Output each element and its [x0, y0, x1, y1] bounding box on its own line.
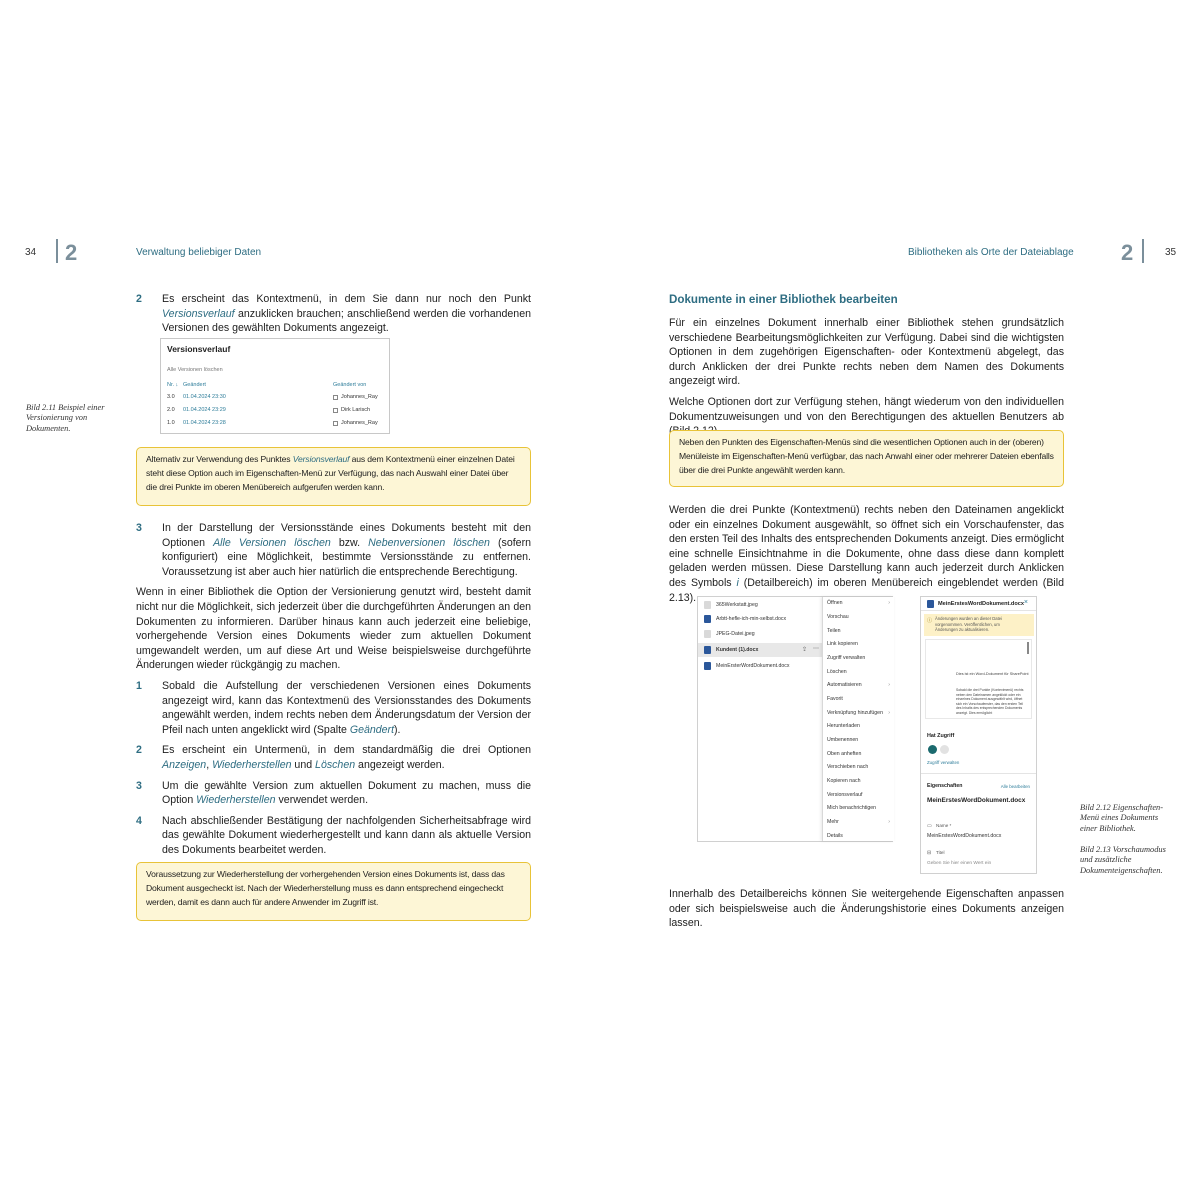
list-item-selected[interactable]: Kundent (1).docx ⇪ ⋯ [698, 643, 824, 657]
menu-item[interactable]: Details [827, 833, 843, 839]
name-label: Name * [936, 823, 952, 828]
step-2-block [136, 292, 531, 342]
warning-banner [924, 614, 1034, 636]
edit-all-link[interactable]: Alle bearbeiten [1000, 784, 1030, 789]
figure-caption: Bild 2.13 Vorschaumodus und zusätzliche Dokumenteigenschaften. [1080, 845, 1166, 875]
detail-title: MeinErstesWordDokument.docx [938, 601, 1024, 607]
menu-item[interactable]: Versionsverlauf [827, 792, 863, 798]
manage-access-link[interactable]: Zugriff verwalten [927, 760, 960, 765]
access-heading: Hat Zugriff [927, 733, 955, 739]
body-text [136, 521, 531, 863]
chapter-divider [1142, 239, 1144, 263]
version-history-title: Versionsverlauf [167, 344, 231, 354]
running-head: Verwaltung beliebiger Daten [136, 247, 262, 258]
checkbox-icon[interactable] [333, 408, 338, 413]
list-item: 2 Es erscheint ein Untermenü, in dem standardmäßig die drei Optionen Anzeigen, Wiederherstellen und Löschen angezeigt werden. [136, 744, 531, 771]
file-list [698, 597, 824, 841]
page-number: 34 [25, 247, 37, 258]
scrollbar[interactable] [1027, 642, 1029, 654]
chapter-number: 2 [65, 240, 78, 265]
divider [921, 773, 1036, 774]
menu-item[interactable]: Kopieren nach [827, 778, 861, 784]
delete-all-versions-link[interactable]: Alle Versionen löschen [167, 367, 223, 373]
menu-item[interactable]: Automatisieren [827, 682, 862, 688]
menu-item[interactable]: Mehr [827, 819, 839, 825]
name-field[interactable]: MeinErstesWordDokument.docx [927, 833, 1002, 839]
chevron-right-icon: › [888, 819, 890, 825]
menu-item[interactable]: Verschieben nach [827, 764, 869, 770]
note-box: Alternativ zur Verwendung des Punktes Versionsverlauf aus dem Kontextmenü einer einzelnen Datei steht diese Option auch im Eigenschaften-Menü zur Verfügung, das nach Auswahl einer Datei über die drei Punkte im oberen Menübereich aufgerufen werden kann. [136, 447, 531, 506]
menu-item[interactable]: Herunterladen [827, 723, 860, 729]
table-row[interactable]: 1.0 01.04.2024 23:28 Johannes_Ray [167, 420, 378, 426]
list-item: 4 Nach abschließender Bestätigung der nachfolgenden Sicherheitsabfrage wird das gewählte Dokument wiederhergestellt und kann dann als aktuelle Version des Dokuments bearbeitet werden. [136, 814, 531, 856]
context-menu [822, 597, 894, 841]
body-text [669, 316, 1064, 445]
avatar [940, 745, 949, 754]
image-file-icon [704, 630, 711, 638]
paragraph: Für ein einzelnes Dokument innerhalb einer Bibliothek stehen grundsätzlich verschiedene Bearbeitungsmöglichkeiten zur Verfügung. Dabei sind die wichtigsten Optionen in dem zugehörigen Eigenschaften- oder Kontextmenü abgelegt, das durch Anklicken der drei Punkte rechts neben dem Namen des Dokuments angezeigt wird. [669, 317, 1064, 388]
figure-caption: Bild 2.12 Eigenschaften-Menü eines Dokuments einer Bibliothek. [1080, 803, 1164, 833]
paragraph: Innerhalb des Detailbereichs können Sie weitergehende Eigenschaften anpassen oder sich beispielsweise auch die Änderungshistorie eines Dokuments anzeigen lassen. [669, 888, 1064, 930]
chevron-right-icon: › [888, 710, 890, 716]
column-header-changed-by[interactable]: Geändert von [333, 382, 367, 388]
list-item[interactable]: Arbtt-hefle-ich-min-selbst.docx [698, 612, 824, 626]
chevron-right-icon: › [888, 682, 890, 688]
step-number: 2 [136, 293, 142, 305]
list-item[interactable]: MeinErsterWordDokument.docx [698, 659, 824, 673]
menu-item[interactable]: Löschen [827, 669, 847, 675]
list-item: 1 Sobald die Aufstellung der verschiedenen Versionen eines Dokuments angezeigt wird, kann das Kontextmenü des Versionsstandes des Dokuments angewählt werden, indem rechts neben dem Änderungsdatum der Version der Pfeil nach unten angeklickt wird (Spalte Geändert). [136, 679, 531, 736]
info-icon: ⓘ [927, 618, 933, 624]
list-item[interactable]: 365Werkstatt.jpeg [698, 598, 824, 612]
menu-item[interactable]: Link kopieren [827, 641, 858, 647]
paragraph: Wenn in einer Bibliothek die Option der Versionierung genutzt wird, besteht damit nicht nur die Möglichkeit, sich jederzeit über die durchgeführten Änderungen an den Dokumenten zu informieren. Darüber hinaus kann auch jederzeit eine beliebige, vorhergehende Version eines Dokuments wieder zum aktuellen Dokument umgewandelt werden, um auf diese Art und Weise beispielsweise durchgeführte Änderungen wieder rückgängig zu machen. [136, 586, 531, 672]
share-icon[interactable]: ⇪ [802, 647, 808, 653]
list-item: 3 In der Darstellung der Versionsstände eines Dokuments besteht mit den Optionen Alle Versionen löschen bzw. Nebenversionen löschen (sofern konfiguriert) eine Möglichkeit, bestimmte Versionsstände zu entfernen. Voraussetzung ist aber auch hier natürlich die entsprechende Berechtigung. [136, 522, 531, 578]
more-options-icon[interactable]: ⋯ [813, 646, 819, 652]
section-heading: Dokumente in einer Bibliothek bearbeiten [669, 293, 898, 306]
menu-item[interactable]: Zugriff verwalten [827, 655, 866, 661]
menu-item[interactable]: Mich benachrichtigen [827, 805, 877, 811]
word-file-icon [704, 662, 711, 670]
checkbox-icon[interactable] [333, 395, 338, 400]
chevron-right-icon: › [888, 600, 890, 606]
list-item: 3 Um die gewählte Version zum aktuellen Dokument zu machen, muss die Option Wiederherstellen verwendet werden. [136, 779, 531, 807]
note-box: Neben den Punkten des Eigenschaften-Menüs sind die wesentlichen Optionen auch in der (oberen) Menüleiste im Eigenschaften-Menü verfügbar, das nach Anwahl einer oder mehrerer Dateien ebenfalls über die drei Punkte angewählt werden kann. [669, 430, 1064, 487]
column-header-number[interactable]: Nr. ↓ [167, 382, 179, 388]
title-field[interactable]: Geben Sie hier einen Wert ein [927, 861, 992, 866]
note-box: Voraussetzung zur Wiederherstellung der vorhergehenden Version eines Dokuments ist, dass das Dokument ausgecheckt ist. Nach der Wiederherstellung muss es dann entsprechend eingecheckt werden, damit es dann auch für andere Anwender im Zugriff ist. [136, 862, 531, 921]
document-preview: Dies ist ein Word-Dokument für SharePoint Sobald die drei Punkte (Kontextmenü) rechts neben den Dateinamen angeklickt oder ein einzelnes Dokument ausgewählt wird, öffnet sich ein Vorschaufenster, das den ersten Teil des Inhalts des entsprechenden Dokuments anzeigt. Dies ermöglicht [925, 639, 1032, 719]
list-item[interactable]: JPEG-Datei.jpeg [698, 627, 824, 641]
checkbox-icon[interactable] [333, 421, 338, 426]
menu-item[interactable]: Oben anheften [827, 751, 862, 757]
word-file-icon [927, 600, 934, 608]
word-file-icon [704, 615, 711, 623]
chapter-number: 2 [1121, 240, 1134, 265]
menu-item[interactable]: Teilen [827, 628, 841, 634]
table-row[interactable]: 3.0 01.04.2024 23:30 Johannes_Ray [167, 394, 378, 400]
title-label: Titel [936, 850, 945, 855]
menu-item[interactable]: Favorit [827, 696, 843, 702]
word-file-icon [704, 646, 711, 654]
column-header-changed[interactable]: Geändert [183, 382, 206, 388]
properties-heading: Eigenschaften [927, 783, 963, 789]
body-text [669, 503, 1064, 611]
text-icon: ⊟ [927, 850, 932, 856]
properties-filename: MeinErstesWordDokument.docx [927, 797, 1026, 804]
document-icon: ▭ [927, 823, 932, 829]
figure-caption: Bild 2.11 Beispiel einer Versionierung von Dokumenten. [26, 403, 105, 433]
close-icon[interactable]: × [1023, 599, 1028, 606]
menu-item[interactable]: Umbenennen [827, 737, 859, 743]
table-row[interactable]: 2.0 01.04.2024 23:29 Dirk Larisch [167, 407, 371, 413]
detail-pane-screenshot [920, 596, 1037, 874]
avatar [928, 745, 937, 754]
warning-text: Änderungen wurden an dieser Datei vorgenommen. Veröffentlichen, um Änderungen zu aktualisieren. [935, 616, 1003, 633]
menu-item[interactable]: Öffnen [827, 600, 843, 606]
menu-item[interactable]: Vorschau [827, 614, 849, 620]
list-item: 2 Es erscheint das Kontextmenü, in dem Sie dann nur noch den Punkt Versionsverlauf anzuklicken brauchen; anschließend werden die vorhandenen Versionen des gewählten Dokuments angezeigt. [136, 293, 531, 335]
body-text [669, 887, 1064, 937]
library-context-menu-screenshot [697, 596, 893, 842]
paragraph: Werden die drei Punkte (Kontextmenü) rechts neben den Dateinamen angeklickt oder ein einzelnes Dokument ausgewählt, so öffnet sich ein Vorschaufenster, das den ersten Teil des Inhalts des entsprechenden Dokuments anzeigt. Dies ermöglicht eine schnelle Einsichtnahme in die Dokumente, ohne dass diese dann komplett geladen werden müssen. Diese Darstellung kann auch jederzeit durch Anklicken des Symbols i (Detailbereich) im oberen Menübereich eingeblendet werden (Bild 2.13). [669, 504, 1064, 604]
detail-header [921, 597, 1036, 611]
menu-item[interactable]: Verknüpfung hinzufügen [827, 710, 883, 716]
page-number: 35 [1165, 247, 1177, 258]
paragraph: Welche Optionen dort zur Verfügung stehen, hängt wiederum von den individuellen Dokumentzuweisungen und von den Berechtigungen des aktuellen Benutzers ab [669, 395, 1064, 423]
image-file-icon [704, 601, 711, 609]
running-head: Bibliotheken als Orte der Dateiablage [908, 247, 1074, 258]
version-history-screenshot [160, 338, 390, 434]
chapter-divider [56, 239, 58, 263]
